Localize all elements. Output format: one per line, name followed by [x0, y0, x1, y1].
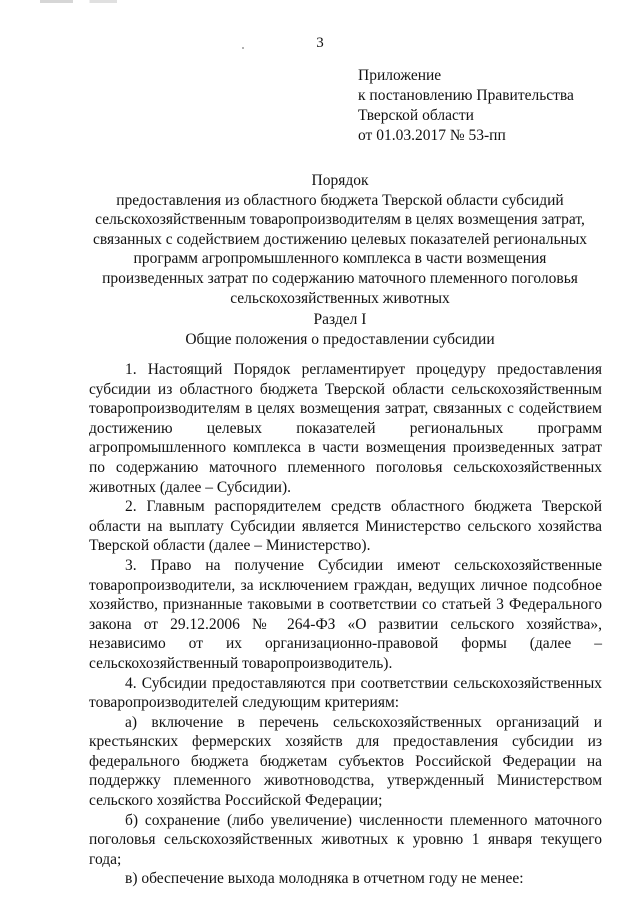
title-line: произведенных затрат по содержанию маточного племенного поголовья — [102, 269, 578, 287]
document-title — [70, 171, 610, 308]
title-line: связанных с содействием достижению целевых показателей региональных — [93, 230, 587, 248]
title-line: предоставления из областного бюджета Тверской области субсидий — [116, 191, 564, 209]
paragraph-2: 2. Главным распорядителем средств областного бюджета Тверской области на выплату Субсидии является Министерство сельского хозяйства Тверской области (далее – Министерство). — [89, 498, 602, 555]
appendix-line: Приложение — [358, 67, 442, 84]
appendix-block — [358, 66, 574, 146]
paragraph-1: 1. Настоящий Порядок регламентирует процедуру предоставления субсидии из областного бюджета Тверской области сельскохозяйственным товаропроизводителям в целях возмещения затрат, связанных с содействием достижению целевых показателей региональных программ агропромышленного комплекса в части возмещения произведенных затрат по содержанию маточного племенного поголовья сельскохозяйственных животных (далее – Субсидии). — [89, 361, 602, 496]
paragraph-4b: б) сохранение (либо увеличение) численности племенного маточного поголовья сельскохозяйственных животных к уровню 1 января текущего года; — [89, 811, 602, 868]
section-label: Раздел I — [313, 311, 367, 328]
page-number: 3 — [316, 35, 324, 51]
paragraph-4: 4. Субсидии предоставляются при соответствии сельскохозяйственных товаропроизводителей следующим критериям: — [89, 674, 602, 712]
paragraph-4a: а) включение в перечень сельскохозяйственных организаций и крестьянских фермерских хозяйств для предоставления субсидии из федерального бюджета бюджетам субъектов Российской Федерации на поддержку племенного животноводства, утвержденный Министерством сельского хозяйства Российской Федерации; — [89, 713, 602, 810]
appendix-line: к постановлению Правительства — [358, 87, 574, 104]
title-line: сельскохозяйственных животных — [230, 289, 450, 307]
title-heading: Порядок — [311, 172, 369, 189]
appendix-date-number: от 01.03.2017 № 53-пп — [358, 127, 506, 144]
document-body — [89, 360, 602, 889]
title-line: сельскохозяйственным товаропроизводителям в целях возмещения затрат, — [95, 211, 585, 229]
paragraph-3: 3. Право на получение Субсидии имеют сельскохозяйственные товаропроизводители, за исключением граждан, ведущих личное подсобное хозяйство, признанные таковыми в соответствии со статьей 3 Федерального закона от 29.12.2006 № 264-ФЗ «О развитии сельского хозяйства», независимо от их организационно-правовой формы (далее – сельскохозяйственный товаропроизводитель). — [89, 556, 602, 672]
paragraph-4c: в) обеспечение выхода молодняка в отчетном году не менее: — [125, 870, 524, 888]
section-heading — [70, 310, 610, 350]
section-name: Общие положения о предоставлении субсидии — [185, 331, 495, 348]
appendix-line: Тверской области — [358, 107, 474, 124]
scan-artifact — [40, 0, 150, 3]
title-line: программ агропромышленного комплекса в части возмещения — [133, 250, 547, 268]
